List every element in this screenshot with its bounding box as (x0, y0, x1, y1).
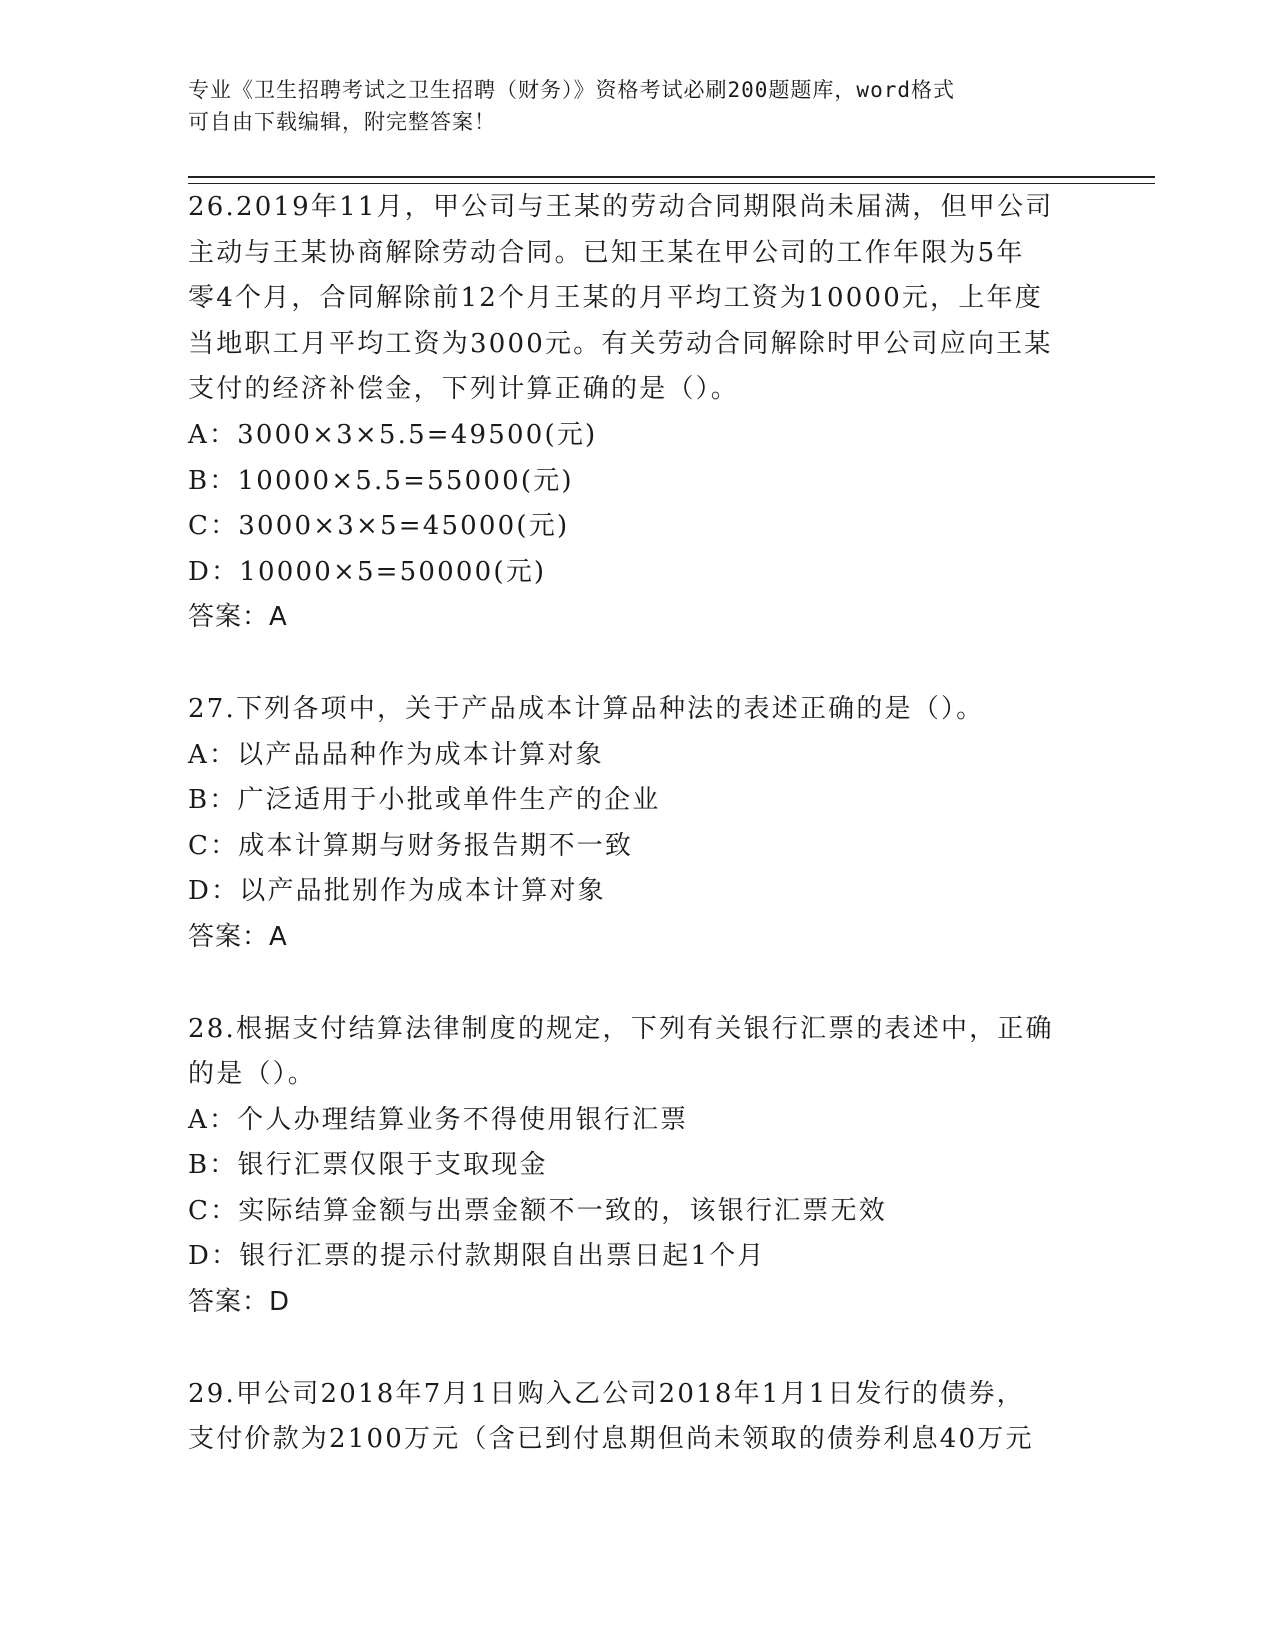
question-text-line: 当地职工月平均工资为3000元。有关劳动合同解除时甲公司应向王某 (188, 328, 1053, 359)
header-title-line-2: 可自由下载编辑，附完整答案！ (188, 110, 496, 134)
question-block (188, 687, 1088, 961)
question-block (188, 1372, 1088, 1463)
answer-option: A：个人办理结算业务不得使用银行汇票 (188, 1104, 689, 1135)
answer-line (188, 595, 1088, 641)
answer-option: C：3000×3×5=45000(元) (188, 511, 570, 542)
answer-value: A (269, 921, 288, 952)
question-text-line: 主动与王某协商解除劳动合同。已知王某在甲公司的工作年限为5年 (188, 237, 1025, 268)
answer-option: D：10000×5=50000(元) (188, 556, 547, 587)
answer-line (188, 1280, 1088, 1326)
answer-option: B：银行汇票仅限于支取现金 (188, 1150, 548, 1181)
answer-option: D：以产品批别作为成本计算对象 (188, 876, 606, 907)
question-text-line: 26.2019年11月，甲公司与王某的劳动合同期限尚未届满，但甲公司 (188, 192, 1054, 222)
answer-label: 答案： (188, 1287, 270, 1318)
question-list (188, 185, 1088, 1509)
answer-option: C：成本计算期与财务报告期不一致 (188, 830, 634, 861)
header-divider-thin (188, 183, 1155, 184)
question-text-line: 的是（）。 (188, 1059, 317, 1090)
question-text-line: 支付价款为2100万元（含已到付息期但尚未领取的债券利息40万元 (188, 1424, 1034, 1455)
question-text-line: 28.根据支付结算法律制度的规定，下列有关银行汇票的表述中，正确 (188, 1013, 1054, 1044)
question-text-line: 29.甲公司2018年7月1日购入乙公司2018年1月1日发行的债券， (188, 1378, 1025, 1409)
answer-label: 答案： (188, 602, 270, 633)
answer-line (188, 915, 1088, 961)
answer-option: B：广泛适用于小批或单件生产的企业 (188, 785, 661, 816)
header-title-line-1: 专业《卫生招聘考试之卫生招聘（财务）》资格考试必刷200题题库，word格式 (188, 78, 955, 102)
question-text-line: 27.下列各项中，关于产品成本计算品种法的表述正确的是（）。 (188, 693, 985, 724)
header-divider-thick (188, 176, 1155, 178)
answer-label: 答案： (188, 921, 270, 952)
answer-option: D：银行汇票的提示付款期限自出票日起1个月 (188, 1241, 766, 1272)
answer-option: B：10000×5.5=55000(元) (188, 465, 574, 496)
answer-option: A：以产品品种作为成本计算对象 (188, 739, 604, 770)
question-text-line: 支付的经济补偿金，下列计算正确的是（）。 (188, 374, 740, 405)
answer-option: A：3000×3×5.5=49500(元) (188, 419, 598, 450)
answer-value: A (269, 602, 288, 633)
document-header (188, 74, 1068, 138)
answer-value: D (269, 1287, 291, 1318)
question-text-line: 零4个月，合同解除前12个月王某的月平均工资为10000元，上年度 (188, 283, 1043, 314)
question-block (188, 185, 1088, 641)
answer-option: C：实际结算金额与出票金额不一致的，该银行汇票无效 (188, 1195, 887, 1226)
question-block (188, 1007, 1088, 1326)
